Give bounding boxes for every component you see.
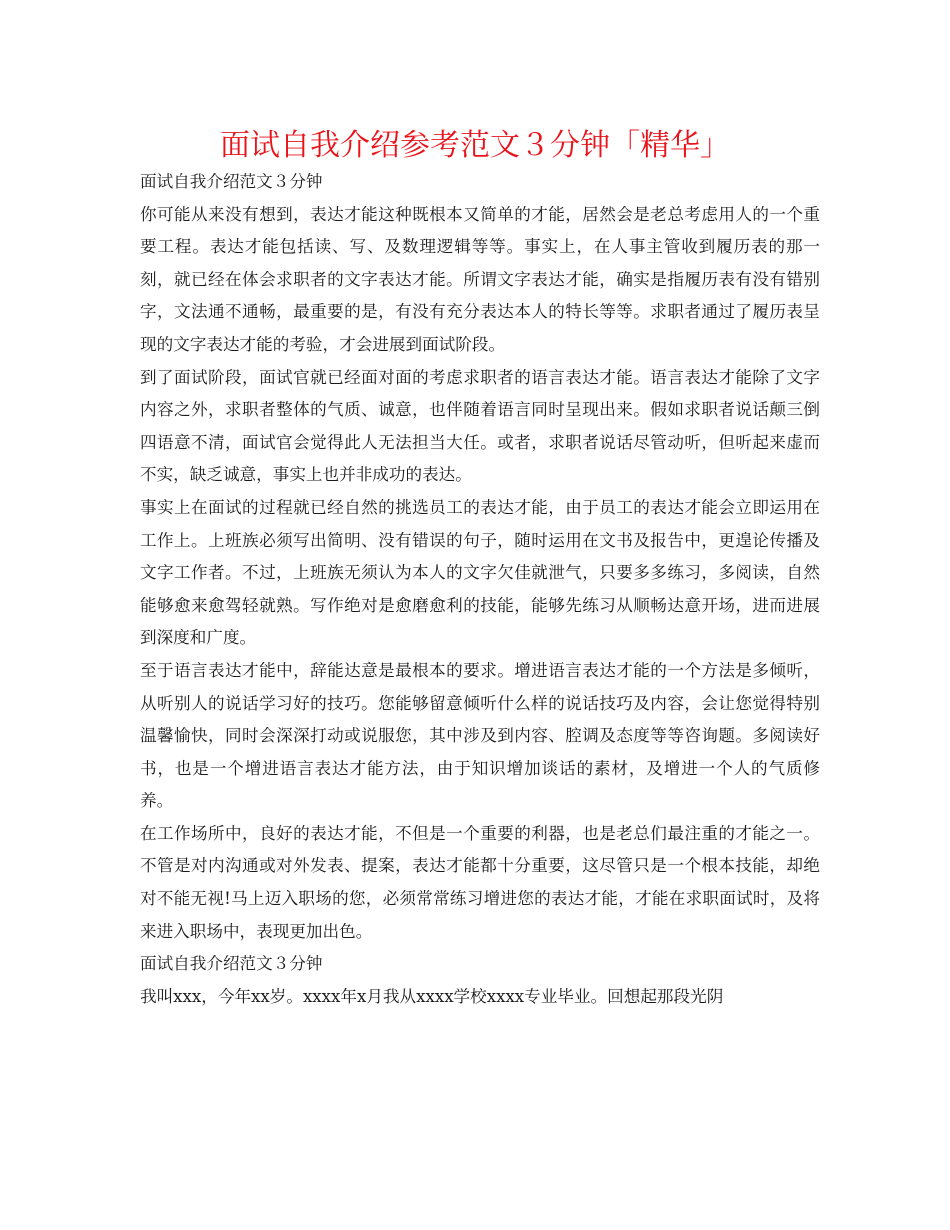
document-title: 面试自我介绍参考范文３分钟「精华」 [220,128,730,163]
paragraph: 至于语言表达才能中，辞能达意是最根本的要求。增进语言表达才能的一个方法是多倾听，从听别人的说话学习好的技巧。您能够留意倾听什么样的说话技巧及内容，会让您觉得特别温馨愉快，同时会深深打动或说服您，其中涉及到内容、腔调及态度等等咨询题。多阅读好书，也是一个增进语言表达才能方法，由于知识增加谈话的素材，及增进一个人的气质修养。 [140,660,820,811]
section-heading: 面试自我介绍范文３分钟 [140,954,323,974]
document-body [140,166,820,1013]
paragraph: 你可能从来没有想到，表达才能这种既根本又简单的才能，居然会是老总考虑用人的一个重要工程。表达才能包括读、写、及数理逻辑等等。事实上，在人事主管收到履历表的那一刻，就已经在体会求职者的文字表达才能。所谓文字表达才能，确实是指履历表有没有错别字，文法通不通畅，最重要的是，有没有充分表达本人的特长等等。求职者通过了履历表呈现的文字表达才能的考验，才会进展到面试阶段。 [140,204,820,354]
paragraph: 我叫xxx，今年xx岁。xxxx年x月我从xxxx学校xxxx专业毕业。回想起那段光阴 [140,986,724,1006]
paragraph: 事实上在面试的过程就已经自然的挑选员工的表达才能，由于员工的表达才能会立即运用在工作上。上班族必须写出简明、没有错误的句子，随时运用在文书及报告中，更遑论传播及文字工作者。不过，上班族无须认为本人的文字欠佳就泄气，只要多多练习，多阅读，自然能够愈来愈驾轻就熟。写作绝对是愈磨愈利的技能，能够先练习从顺畅达意开场，进而进展到深度和广度。 [140,497,820,648]
section-heading: 面试自我介绍范文３分钟 [140,172,323,191]
paragraph: 在工作场所中，良好的表达才能，不但是一个重要的利器，也是老总们最注重的才能之一。不管是对内沟通或对外发表、提案，表达才能都十分重要，这尽管只是一个根本技能，却绝对不能无视!马上迈入职场的您，必须常常练习增进您的表达才能，才能在求职面试时，及将来进入职场中，表现更加出色。 [140,823,820,941]
paragraph: 到了面试阶段，面试官就已经面对面的考虑求职者的语言表达才能。语言表达才能除了文字内容之外，求职者整体的气质、诚意，也伴随着语言同时呈现出来。假如求职者说话颠三倒四语意不清，面试官会觉得此人无法担当大任。或者，求职者说话尽管动听，但听起来虚而不实，缺乏诚意，事实上也并非成功的表达。 [140,367,820,485]
